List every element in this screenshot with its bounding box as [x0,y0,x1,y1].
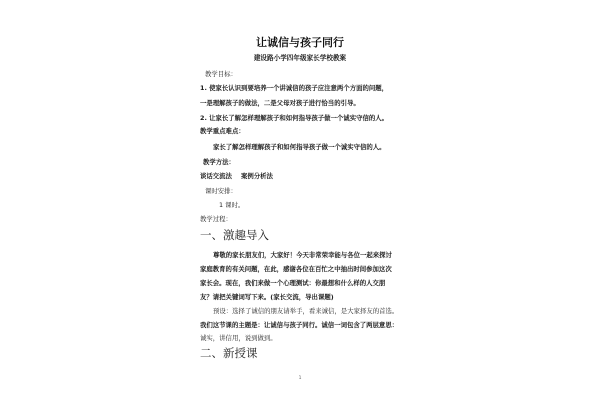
objectives-label: 教学目标： [205,69,237,78]
method-item: 谈话交流法 [200,171,232,180]
section-1-paragraph-2-line: 我们这节课的主题是：让诚信与孩子同行。诚信一词包含了两层意思： [200,320,399,329]
section-1-paragraph-1-line: 友？请把关键词写下来。(家长交流，导出课题) [200,292,334,301]
section-1-heading: 一、激趣导入 [200,228,269,243]
process-label: 教学过程： [200,214,232,223]
schedule-label: 课时安排： [205,186,237,195]
objective-2: 2. 让家长了解怎样理解孩子和如何指导孩子做一个诚实守信的人。 [200,113,389,122]
section-1-paragraph-1-line: 家庭教育的有关问题，在此，感谢各位在百忙之中抽出时间参加这次 [200,264,392,273]
schedule-text: 1 课时。 [219,200,245,209]
objective-1-line-2: 一是理解孩子的做法，二是父母对孩子进行恰当的引导。 [200,98,360,107]
methods-label: 教学方法： [203,157,235,166]
section-1-paragraph-1-line: 尊敬的家长朋友们，大家好！今天非常荣幸能与各位一起来探讨 [213,250,392,259]
method-item: 案例分析法 [240,171,273,180]
section-2-heading: 二、新授课 [200,346,258,361]
key-points-label: 教学重点难点： [200,126,245,135]
doc-title: 让诚信与孩子同行 [256,35,344,49]
objective-1-line-1: 1. 使家长认识到要培养一个讲诚信的孩子应注意两个方面的问题， [200,83,389,92]
section-1-paragraph-2-line: 诚实，讲信用，说到做到。 [200,333,277,342]
key-points-text: 家长了解怎样理解孩子和如何指导孩子做一个诚实守信的人。 [213,142,386,151]
doc-subtitle: 建设路小学四年级家长学校教案 [253,53,347,62]
section-1-paragraph-1-line: 家长会。现在，我们来做一个心理测试：你最想和什么样的人交朋 [200,278,386,287]
section-1-paragraph-2-line: 预设：选择了诚信的朋友请举手，看来诚信，是大家择友的首选。 [213,306,399,315]
page-number: 1 [298,375,302,381]
methods-list [200,173,273,179]
